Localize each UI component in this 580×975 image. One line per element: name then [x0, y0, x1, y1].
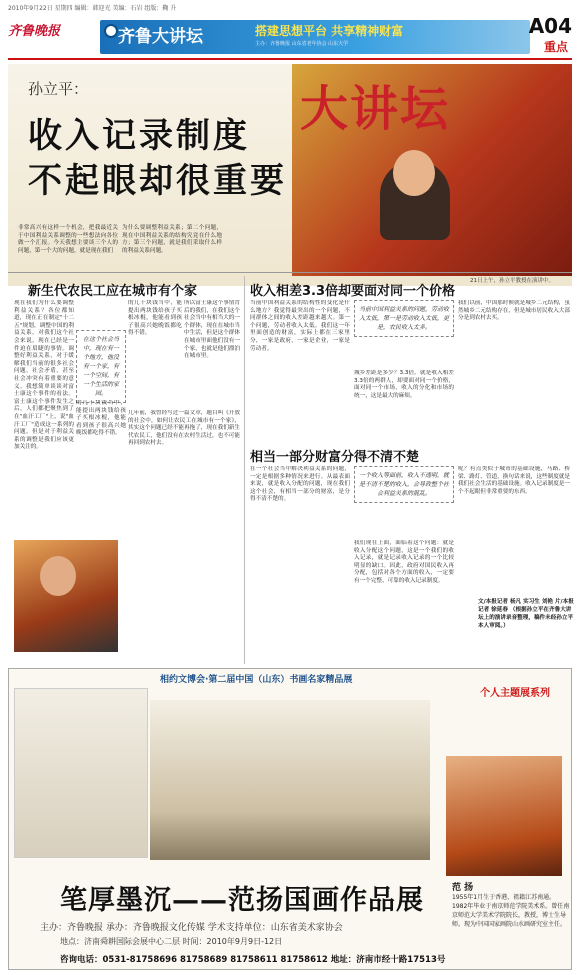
ad-venue: 地点：济南舜耕国际会展中心二层 时间：2010年9月9日-12日: [60, 937, 283, 946]
article-column: 的几十块钱当中，能提出两块钱给孩子买根冰棍，他能看到孩子很高兴她晚饭都吃得不错。: [128, 300, 182, 337]
article-column: 我们现在上面，面临着这个问题：就是收入分配这个问题，这是一个我们的收入记录，就是记录收入记录的一个比较明显的缺口。因此，政府对国民收入再分配，包括对各个方面的收入，一定要有一个完整、可靠的收入记录制度。: [354, 540, 454, 584]
hero-banner-text: 大讲坛: [300, 81, 451, 137]
pull-quote: 在这个社会当中，现在有一个地方，他没有一个家，有一个空间，有一个生活的家园。: [76, 330, 126, 403]
headline-line-2: 不起眼却很重要: [28, 161, 287, 201]
artist-bio: 1955年1月生于香港，祖籍江苏南通。1982年毕业于南京师范学院美术系。曾任南京师范大学美术学院院长，教授，博士生导师。现为中国国家画院山水画研究室主任。: [452, 894, 570, 928]
page-section: 重点: [543, 40, 568, 54]
exhibition-title: 笔厚墨沉——范扬国画作品展: [60, 885, 424, 916]
column-divider: [244, 276, 245, 664]
ad-series-tag: 个人主题展系列: [480, 688, 550, 699]
speaker-photo: [14, 540, 118, 652]
intro-paragraph: 为什么要调整利益关系；第二个问题，现在中国利益关系的结构究竟在什么地方；第三个问题，就是我们采取什么样的利益关系问题。: [122, 225, 222, 254]
article-column: 当前中国利益关系的结构性的变化是什么地方？我觉得最突出的一个问题，不同群体之间的收入差距越来越大。第一个问题，劳动者收入太低。我们这一年里面创造的财富，实际上都在三家里分，一家是政府，一家是企业，一家是劳动者。: [250, 300, 350, 352]
headline-line-1: 收入记录制度: [28, 116, 250, 156]
section-heading: 收入相差3.3倍却要面对同一个价格: [250, 284, 456, 299]
article-column: 我们以前，中国那时候就是城乡二元结构，虽然城乡二元结构存在，但是城市居民收入大部分是到农村去买。: [458, 300, 570, 322]
page-number: A04: [528, 14, 572, 38]
issue-meta: 2010年9月22日 星期四 编辑：韩迎光 美编：石岩 组版：鞠 升: [8, 5, 177, 12]
article-column: 几年前，我曾经写过一篇文章，题目叫《开放的社会中，如何让农民工在城市有一个家》，其实这个问题已经不能再拖了，现在我们新生代农民工，他们没有在农村生活过，也不可能再回到农村去。: [128, 410, 240, 447]
forum-globe-icon: [104, 24, 118, 38]
forum-name: 齐鲁大讲坛: [118, 27, 203, 47]
speaker-photo-face: [40, 556, 76, 596]
artist-name: 范 扬: [452, 883, 474, 893]
article-column: 在一个社会当中解决利益关系的问题，一定是根据多种情况来进行。从最表面来说，就是收入分配的问题，现在我们这个社会，有相当一部分的财富，是分得不清不楚的。: [250, 466, 350, 503]
article-column: 所以富士康这个事情背后的我们，在我们这个社会当中有相当大的一个群体，现在在城市当中生活，但是这个群体在城市里面他们没有一个家，也就是他们漂泊在城市里。: [184, 300, 240, 360]
painting-landscape: [150, 700, 430, 860]
ad-organizers: 主办：齐鲁晚报 承办：齐鲁晚报文化传媒 学术支持单位：山东省美术家协会: [40, 923, 343, 933]
section-heading: 相当一部分财富分得不清不楚: [250, 450, 420, 465]
article-credits: 文/本报记者 杨凡 实习生 刘艳 片/本报记者 徐延春 （根据孙立平在齐鲁大讲坛上的演讲录音整理，稿件未经孙立平本人审阅。）: [478, 599, 574, 629]
ad-series-title: 相约文博会·第二届中国（山东）书画名家精品展: [160, 675, 353, 685]
section-heading: 新生代农民工应在城市有个家: [28, 284, 198, 299]
forum-slogan: 搭建思想平台 共享精神财富: [255, 24, 404, 38]
ad-contact: 咨询电话：0531-81758696 81758689 81758611 81758612 地址：济南市经十路17513号: [60, 955, 446, 965]
intro-paragraph: 非常高兴有这样一个机会，把我最近关于中国利益关系调整的一些想法向各位做一个汇报。今天我想主要谈三个人的问题，第一个大的问题，就是现在我们: [18, 225, 118, 254]
section-rule: [8, 272, 572, 273]
newspaper-logo: 齐鲁晚报: [8, 24, 61, 39]
pull-quote: 一个收入等面前，收入不透明，就是不清不楚的收入，会导致整个社会利益关系的混乱。: [354, 466, 454, 503]
forum-slogan-sub: 主办：齐鲁晚报 山东省老年协会 山东大学: [255, 41, 349, 47]
speaker-face: [393, 150, 435, 196]
hero-caption: 21日上午，孙立平教授在演讲中。: [470, 278, 554, 284]
article-column: 的几十块钱当中，能提出两块钱给孩子买根冰棍，他能看到孩子很高兴她晚饭都吃得不错。: [76, 400, 126, 437]
header-divider: [8, 58, 572, 60]
article-column: 城乡差距是多少？3.3倍。就是收入相差3.3倍的两群人，却要面对同一个价格，面对同一个市场，收入的分化和市场的统一，这是最大的麻烦。: [354, 370, 454, 399]
artist-portrait: [446, 756, 562, 876]
pull-quote: 当前中国利益关系的问题，劳动收入太低，第一是劳动收入太低，更是，农民收入太多。: [354, 300, 454, 337]
article-column: 呢？有点类似于城市的基础设施，马路、桥梁、路灯、管道，换句话来说，这些制度就是我们社会生活的基础设施。收入记录制度是一个不起眼但非常重要的东西。: [458, 466, 570, 495]
painting-vertical: [14, 688, 148, 858]
article-column: 现在我们为什么要调整利益关系？各位都知道，现在正在制定"十二五"规划，调整中国的利益关系，对我们这个社会来说，现在已经是一件迫在眉睫的事情。调整好利益关系，对于缓解我们当前的很多社会问题，社会矛盾，甚至社会冲突有着重要的意义。我想简单谈谈对富士康这个事件的看法。富士康这个事件发生之后，人们都把聚焦到了在"血汗工厂"上，说"血汗工厂"造成这一系列的问题，但是对于利益关系的调整是我们应该更加关注的。: [14, 300, 74, 451]
speaker-label: 孙立平：: [28, 80, 89, 98]
